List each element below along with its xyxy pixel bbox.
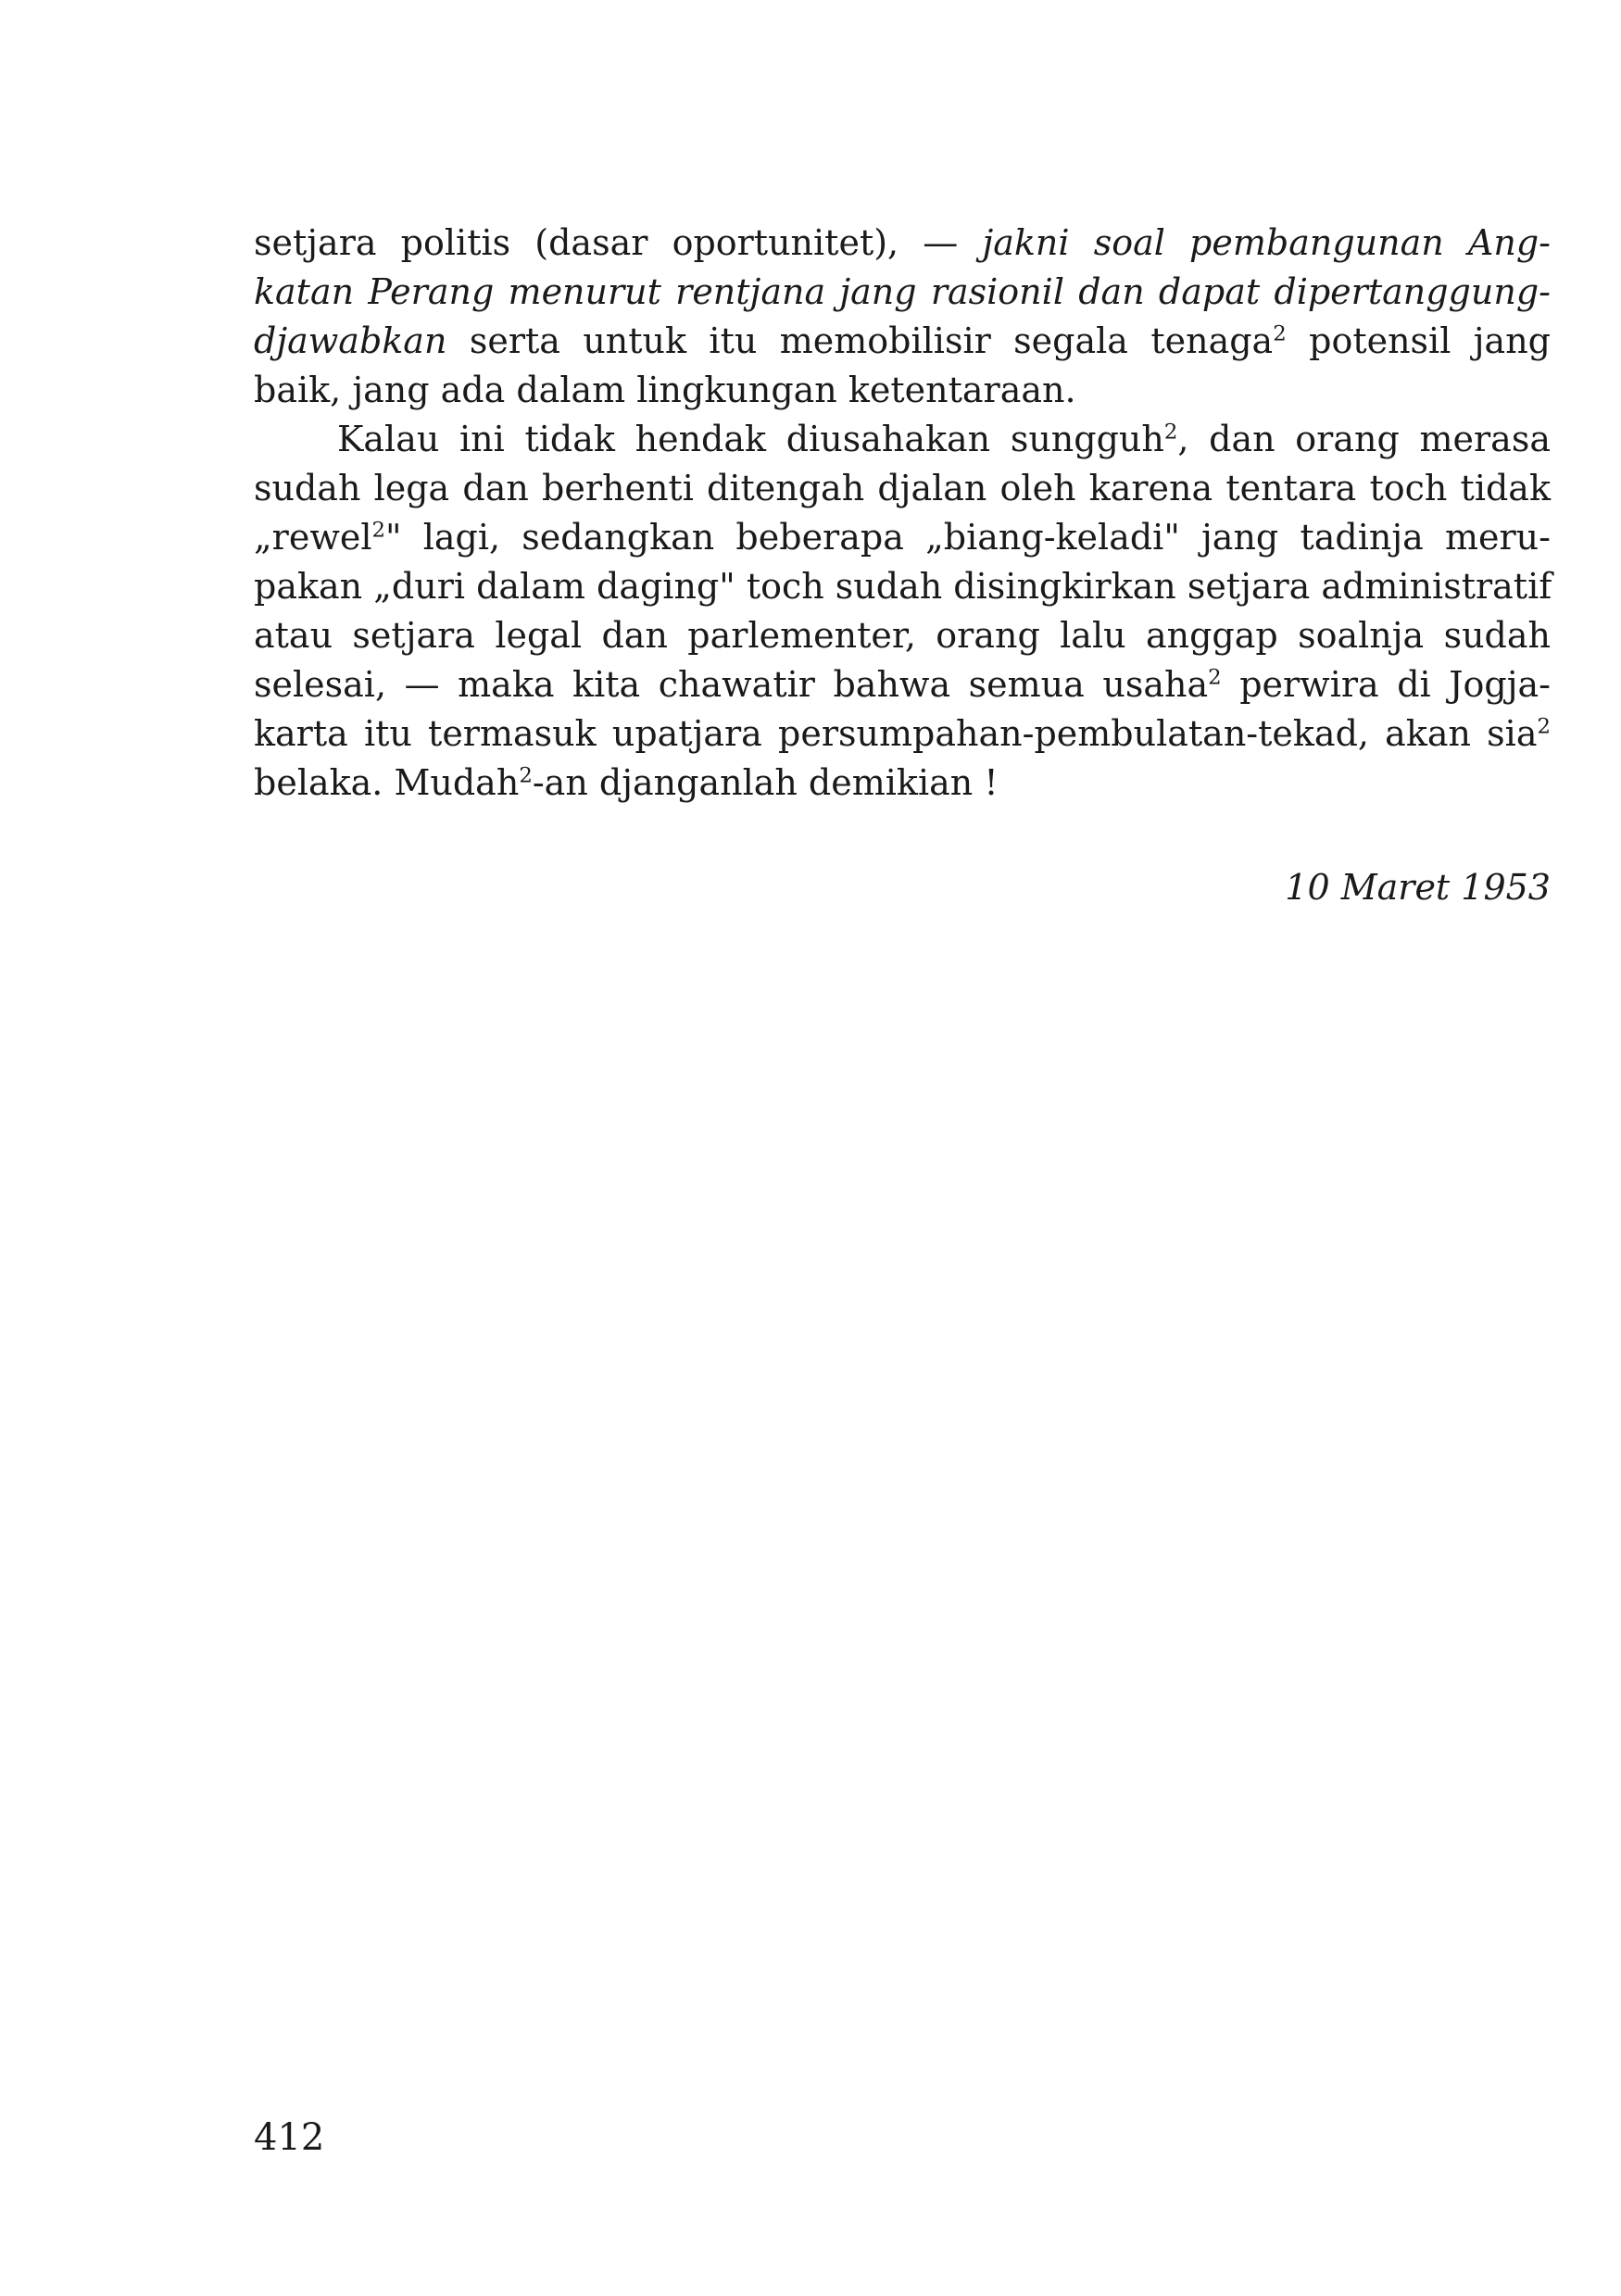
- superscript: 2: [1537, 714, 1551, 739]
- italic-text-run: djawabkan: [254, 320, 447, 361]
- superscript: 2: [371, 518, 386, 543]
- text-run: " lagi, sedangkan beberapa „biang-keladi" jang tadinja meru-: [385, 517, 1551, 558]
- paragraph-2-line-7: [254, 709, 1551, 759]
- text-run: potensil jang: [1286, 320, 1551, 361]
- paragraph-2-line-4: pakan „duri dalam daging" toch sudah disingkirkan setjara administratif: [254, 566, 1552, 607]
- page-number: 412: [254, 2116, 325, 2159]
- paragraph-1-line-1: [254, 219, 1551, 268]
- text-run: selesai, — maka kita chawatir bahwa semua usaha: [254, 664, 1209, 705]
- text-run: -an djanganlah demikian !: [532, 762, 999, 803]
- superscript: 2: [1163, 420, 1178, 445]
- italic-text-run: jakni soal pembangunan Ang-: [982, 222, 1551, 263]
- text-run: karta itu termasuk upatjara persumpahan-pembulatan-tekad, akan sia: [254, 713, 1538, 754]
- paragraph-1-line-3: [254, 317, 1551, 366]
- text-run: Kalau ini tidak hendak diusahakan sungguh: [337, 419, 1164, 459]
- paragraph-2-line-1: [254, 415, 1551, 464]
- text-run: perwira di Jogja-: [1221, 664, 1551, 705]
- superscript: 2: [1208, 665, 1222, 690]
- paragraph-2-line-2: sudah lega dan berhenti ditengah djalan oleh karena tentara toch tidak: [254, 468, 1551, 508]
- paragraph-2-line-5: atau setjara legal dan parlementer, orang lalu anggap soalnja sudah: [254, 615, 1551, 656]
- paragraph-1-line-4: baik, jang ada dalam lingkungan ketentaraan.: [254, 370, 1076, 410]
- paragraph-2-line-3: [254, 513, 1551, 562]
- dateline: 10 Maret 1953: [1285, 867, 1551, 908]
- paragraph-2-line-6: [254, 660, 1551, 709]
- body-text: [254, 219, 1551, 808]
- paragraph-2-line-8: [254, 759, 1551, 808]
- superscript: 2: [519, 763, 533, 788]
- text-run: „rewel: [254, 517, 372, 558]
- paragraph-1-line-2: katan Perang menurut rentjana jang rasionil dan dapat dipertanggung-: [254, 271, 1551, 312]
- text-run: setjara politis (dasar oportunitet), —: [254, 222, 983, 263]
- superscript: 2: [1273, 321, 1287, 346]
- text-run: , dan orang merasa: [1177, 419, 1551, 459]
- text-run: belaka. Mudah: [254, 762, 520, 803]
- text-run: serta untuk itu memobilisir segala tenaga: [446, 320, 1274, 361]
